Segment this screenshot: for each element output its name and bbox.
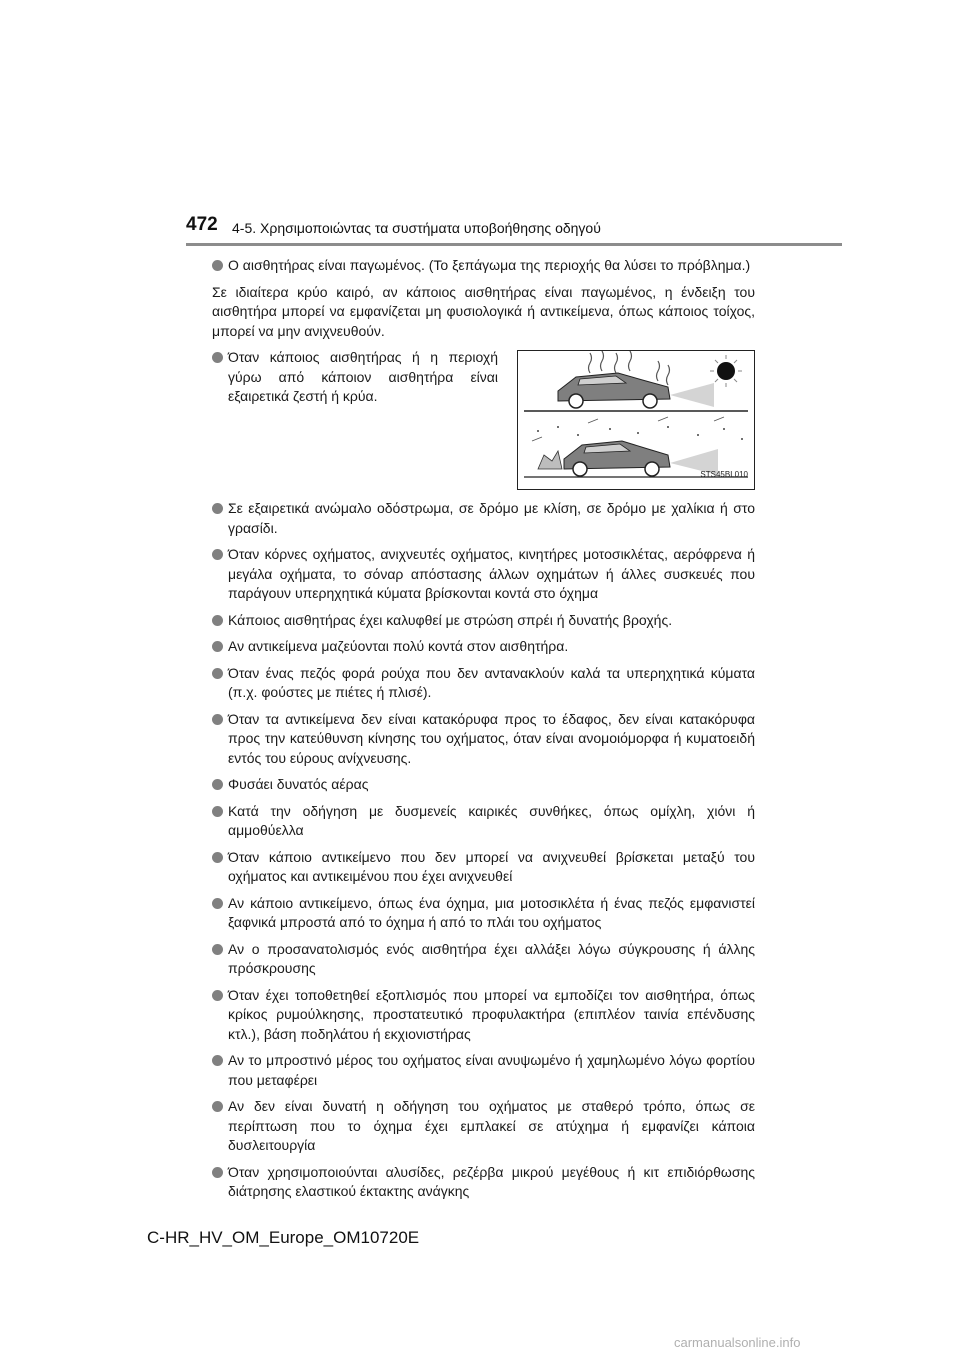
list-item — [212, 940, 755, 979]
header-divider — [186, 243, 842, 246]
bullet-icon — [212, 898, 223, 909]
list-item — [212, 710, 755, 769]
bullet-icon — [212, 779, 223, 790]
snowflakes-icon — [537, 426, 743, 440]
bullet-icon — [212, 990, 223, 1001]
page-number: 472 — [186, 214, 218, 235]
bullet-icon — [212, 806, 223, 817]
figure-row — [212, 348, 755, 490]
list-item — [212, 775, 755, 795]
list-item — [212, 499, 755, 538]
snow-lines-icon — [532, 417, 724, 441]
item-text: Όταν ένας πεζός φορά ρούχα που δεν αντανακλούν καλά τα υπερηχητικά κύματα (π.χ. φούστες με πιέτες ή πλισέ). — [228, 664, 755, 700]
bullet-icon — [212, 503, 223, 514]
page-content — [212, 256, 755, 1209]
item-text: Αν αντικείμενα μαζεύονται πολύ κοντά στον αισθητήρα. — [228, 638, 569, 654]
list-item — [212, 802, 755, 841]
document-code: C-HR_HV_OM_Europe_OM10720E — [147, 1228, 420, 1247]
figure-code: STS45BL010 — [700, 469, 748, 479]
list-item — [212, 1163, 755, 1202]
sensor-beam-icon — [670, 383, 714, 407]
bullet-icon — [212, 714, 223, 725]
item-text: Αν κάποιο αντικείμενο, όπως ένα όχημα, μια μοτοσικλέτα ή ένας πεζός εμφανιστεί ξαφνικά μπροστά από το όχημα ή από το πλάι του οχήματος — [228, 894, 755, 930]
list-item — [212, 894, 755, 933]
bullet-icon — [212, 1167, 223, 1178]
item-text: Αν δεν είναι δυνατή η οδήγηση του οχήματος με σταθερό τρόπο, όπως σε περίπτωση που το όχημα έχει εμπλακεί σε ατύχημα ή εμφανίζει κάποια δυσλειτουργία — [228, 1098, 755, 1153]
item-text: Αν ο προσανατολισμός ενός αισθητήρα έχει αλλάξει λόγω σύγκρουσης ή άλλης πρόσκρουσης — [228, 940, 755, 976]
figure-sensor-temperature — [517, 350, 755, 490]
bullet-icon — [212, 615, 223, 626]
sun-icon — [710, 355, 742, 387]
item-text: Όταν έχει τοποθετηθεί εξοπλισμός που μπορεί να εμποδίζει τον αισθητήρα, όπως κρίκος ρυμούλκησης, προστατευτικό προφυλακτήρα (επιπλέον ταινία επένδυσης κτλ.), βάση ποδηλάτου ή εκχιονιστήρας — [228, 986, 755, 1042]
item-text: Κατά την οδήγηση με δυσμενείς καιρικές συνθήκες, όπως ομίχλη, χιόνι ή αμμοθύελλα — [228, 802, 755, 838]
list-item — [212, 1051, 755, 1090]
bullet-icon — [212, 668, 223, 679]
list-item — [212, 664, 755, 703]
bullet-icon — [212, 1055, 223, 1066]
list-item — [212, 348, 498, 483]
bullet-icon — [212, 944, 223, 955]
item-text: Αν το μπροστινό μέρος του οχήματος είναι ανυψωμένο ή χαμηλωμένο λόγω φορτίου που μεταφέρει — [228, 1052, 755, 1088]
item-text: Όταν τα αντικείμενα δεν είναι κατακόρυφα προς το έδαφος, δεν είναι κατακόρυφα προς την κατεύθυνση κίνησης του οχήματος, όταν είναι ανομοιόμορφα ή κυματοειδή εντός του εύρους ανίχνευσης. — [228, 710, 755, 766]
paragraph: Σε ιδιαίτερα κρύο καιρό, αν κάποιος αισθητήρας είναι παγωμένος, η ένδειξη του αισθητήρα μπορεί να εμφανίζεται μη φυσιολογικά ή αντικείμενα, όπως κάποιος τοίχος, μπορεί να μην ανιχνευθούν. — [212, 283, 755, 339]
list-item — [212, 637, 755, 657]
list-item — [212, 256, 755, 276]
car-top-icon — [558, 373, 670, 408]
item-text: Όταν κόρνες οχήματος, ανιχνευτές οχήματος, κινητήρες μοτοσικλέτας, αερόφρενα ή μεγάλα οχήματα, το σόναρ απόστασης άλλων οχημάτων ή άλλες συσκευές που παράγουν υπερηχητικά κύματα βρίσκονται κοντά στο όχημα — [228, 546, 755, 601]
item-text: Ο αισθητήρας είναι παγωμένος. (Το ξεπάγωμα της περιοχής θα λύσει το πρόβλημα.) — [228, 257, 751, 273]
bullet-icon — [212, 352, 223, 363]
bullet-icon — [212, 641, 223, 652]
list-item — [212, 545, 755, 604]
bullet-icon — [212, 852, 223, 863]
bullet-icon — [212, 549, 223, 560]
item-text: Κάποιος αισθητήρας έχει καλυφθεί με στρώση σπρέι ή δυνατής βροχής. — [228, 611, 673, 628]
item-text: Σε εξαιρετικά ανώμαλο οδόστρωμα, σε δρόμο με κλίση, σε δρόμο με χαλίκια ή στο γρασίδι. — [228, 500, 755, 536]
list-item — [212, 848, 755, 887]
list-item — [212, 611, 755, 631]
item-text: Όταν κάποιο αντικείμενο που δεν μπορεί να ανιχνευθεί βρίσκεται μεταξύ του οχήματος και αντικειμένου που έχει ανιχνευθεί — [228, 848, 755, 884]
item-text: Όταν κάποιος αισθητήρας ή η περιοχή γύρω από κάποιον αισθητήρα είναι εξαιρετικά ζεστή ή κρύα. — [228, 349, 498, 404]
bullet-icon — [212, 260, 223, 271]
section-title: 4-5. Χρησιμοποιώντας τα συστήματα υποβοήθησης οδηγού — [232, 220, 601, 236]
conditions-list — [212, 499, 755, 1202]
list-item — [212, 986, 755, 1045]
car-bottom-icon — [538, 441, 670, 476]
item-text: Φυσάει δυνατός αέρας — [228, 776, 369, 792]
bullet-icon — [212, 1101, 223, 1112]
watermark-link[interactable]: carmanualsonline.info — [674, 1335, 801, 1350]
list-item — [212, 1097, 755, 1156]
item-text: Όταν χρησιμοποιούνται αλυσίδες, ρεζέρβα μικρού μεγέθους ή κιτ επιδιόρθωσης διάτρησης ελαστικού έκτακτης ανάγκης — [228, 1163, 755, 1199]
